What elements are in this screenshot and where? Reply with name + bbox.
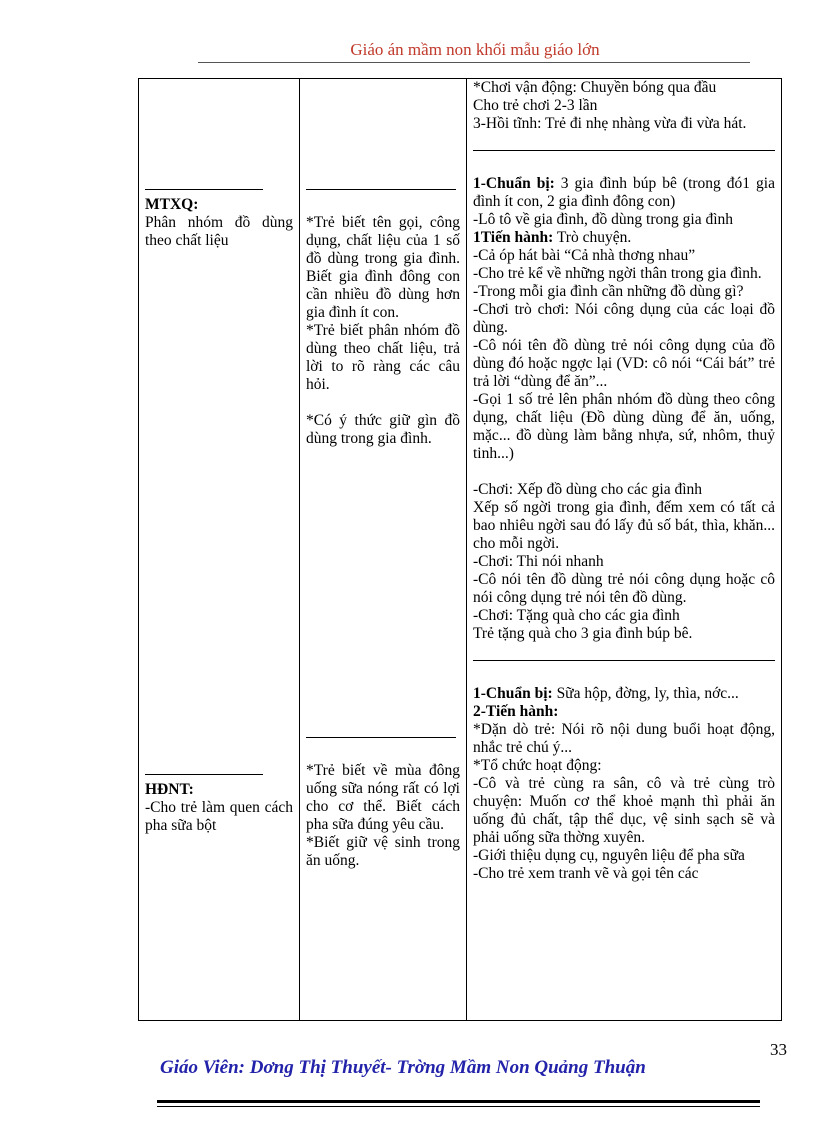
mtxq-goal: *Trẻ biết phân nhóm đồ dùng theo chất liệu, trả lời to rõ ràng các câu hỏi. — [306, 322, 460, 393]
header-rule — [198, 62, 750, 63]
footer-rule — [157, 1100, 760, 1103]
separator — [145, 774, 263, 775]
hdnt-step: -Cô và trẻ cùng ra sân, cô và trẻ cùng trò chuyện: Muốn cơ thể khoẻ mạnh thì phải ăn uống đủ chất, tập thể dục, vệ sinh sạch sẽ và phải uống sữa thờng xuyên. — [473, 775, 775, 846]
mtxq-prep: 1-Chuẩn bị: 3 gia đình búp bê (trong đó1 gia đình ít con, 2 gia đình đông con) — [473, 175, 775, 210]
hdnt-proc: 2-Tiến hành: — [473, 703, 559, 720]
hdnt-prep: 1-Chuẩn bị: Sữa hộp, đờng, ly, thìa, nớc... — [473, 685, 739, 702]
goals-column — [300, 79, 467, 1021]
footer-rule — [157, 1106, 760, 1107]
page-footer: Giáo Viên: Dơng Thị Thuyết- Trờng Mầm Non Quảng Thuận — [160, 1057, 646, 1078]
hdnt-step: -Cho trẻ xem tranh vẽ và gọi tên các — [473, 865, 699, 882]
hdnt-heading: HĐNT: — [145, 781, 194, 798]
separator — [145, 189, 263, 190]
mtxq-activity: Phân nhóm đồ dùng theo chất liệu — [145, 214, 293, 249]
hdnt-step: *Dặn dò trẻ: Nói rõ nội dung buổi hoạt động, nhắc trẻ chú ý... — [473, 721, 775, 756]
page-header: Giáo án mầm non khối mẫu giáo lớn — [350, 40, 600, 59]
lesson-plan-table — [138, 78, 782, 1021]
hdnt-step: *Tổ chức hoạt động: — [473, 757, 602, 774]
mtxq-step: -Trong mỗi gia đình cần những đồ dùng gì? — [473, 283, 744, 300]
separator — [306, 189, 456, 190]
mtxq-step: Xếp số ngời trong gia đình, đếm xem có tất cả bao nhiêu ngời sau đó lấy đủ số bát, thìa, khăn... cho mỗi ngời. — [473, 499, 775, 552]
mtxq-step: -Chơi: Thi nói nhanh — [473, 553, 604, 570]
mtxq-step: -Cô nói tên đồ dùng trẻ nói công dụng của đồ dùng đó hoặc ngợc lại (VD: cô nói “Cái bát” trẻ trả lời “dùng để ăn”... — [473, 337, 775, 390]
mtxq-goal: *Trẻ biết tên gọi, công dụng, chất liệu của 1 số đồ dùng trong gia đình. Biết gia đình đông con cần nhiều đồ dùng hơn gia đình ít con. — [306, 214, 460, 321]
separator — [306, 737, 456, 738]
hdnt-goal: *Trẻ biết về mùa đông uống sữa nóng rất có lợi cho cơ thể. Biết cách pha sữa đúng yêu cầu. — [306, 762, 460, 833]
top-line: *Chơi vận động: Chuyền bóng qua đầu — [473, 79, 717, 96]
mtxq-prep-line: -Lô tô về gia đình, đồ dùng trong gia đình — [473, 211, 734, 228]
mtxq-step: -Chơi: Tặng quà cho các gia đình — [473, 607, 680, 624]
table-row — [139, 79, 782, 1021]
content-column — [467, 79, 782, 1021]
separator — [473, 150, 775, 151]
mtxq-step: Trẻ tặng quà cho 3 gia đình búp bê. — [473, 625, 693, 642]
mtxq-step: -Cho trẻ kể về những ngời thân trong gia đình. — [473, 265, 762, 282]
mtxq-step: -Chơi trò chơi: Nói công dụng của các loại đồ dùng. — [473, 301, 775, 336]
hdnt-step: -Giới thiệu dụng cụ, nguyên liệu để pha sữa — [473, 847, 745, 864]
mtxq-goal: *Có ý thức giữ gìn đồ dùng trong gia đình. — [306, 412, 460, 447]
hdnt-activity: -Cho trẻ làm quen cách pha sữa bột — [145, 799, 293, 834]
top-line: 3-Hồi tĩnh: Trẻ đi nhẹ nhàng vừa đi vừa hát. — [473, 115, 747, 132]
separator — [473, 660, 775, 661]
page-number: 33 — [770, 1040, 787, 1059]
mtxq-step: -Cô nói tên đồ dùng trẻ nói công dụng hoặc cô nói công dụng trẻ nói tên đồ dùng. — [473, 571, 775, 606]
hdnt-goal: *Biết giữ vệ sinh trong ăn uống. — [306, 834, 460, 869]
mtxq-step: -Cả óp hát bài “Cả nhà thơng nhau” — [473, 247, 696, 264]
activity-column — [139, 79, 300, 1021]
mtxq-proc: 1Tiến hành: Trò chuyện. — [473, 229, 632, 246]
mtxq-step: -Gọi 1 số trẻ lên phân nhóm đồ dùng theo công dụng, chất liệu (Đồ dùng dùng để ăn, uống, mặc... đồ dùng làm bằng nhựa, sứ, nhôm, thuỷ tinh...) — [473, 391, 775, 462]
top-line: Cho trẻ chơi 2-3 lần — [473, 97, 598, 114]
mtxq-heading: MTXQ: — [145, 196, 199, 213]
mtxq-step: -Chơi: Xếp đồ dùng cho các gia đình — [473, 481, 703, 498]
